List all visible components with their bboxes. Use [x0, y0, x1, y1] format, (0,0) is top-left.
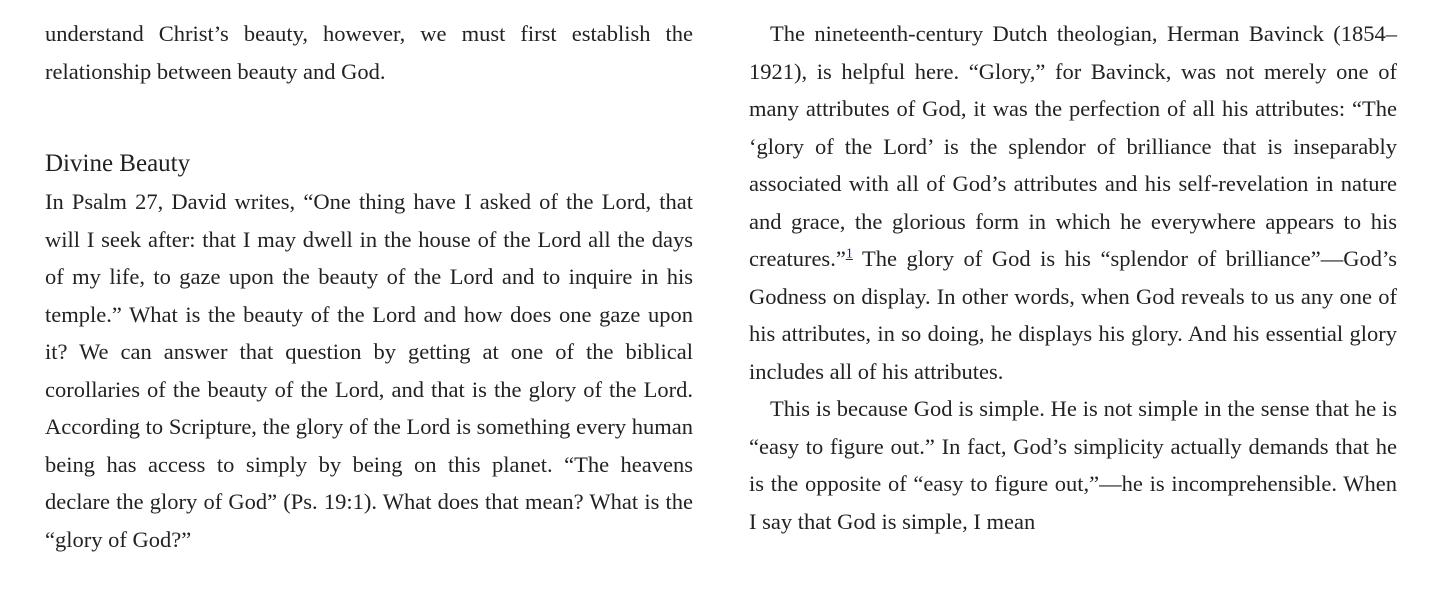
bavinck-paragraph [749, 15, 1397, 390]
bavinck-paragraph-part-2: The glory of God is his “splendor of brilliance”—God’s Godness on display. In other words, when God reveals to us any one of his attributes, in so doing, he displays his glory. And his essential glory includes all of his attributes. [749, 246, 1397, 384]
intro-paragraph: understand Christ’s beauty, however, we must first establish the relationship between beauty and God. [45, 21, 693, 84]
footnote-link[interactable]: 1 [845, 246, 853, 262]
bavinck-paragraph-part-1: The nineteenth-century Dutch theologian, Herman Bavinck (1854–1921), is helpful here. “Glory,” for Bavinck, was not merely one of many attributes of God, it was the perfection of all his attributes: “The ‘glory of the Lord’ is the splendor of brilliance that is inseparably associated with all of God’s attributes and his self-revelation in nature and grace, the glorious form in which he everywhere appears to his creatures.” [749, 21, 1397, 271]
body-paragraph: In Psalm 27, David writes, “One thing have I asked of the Lord, that will I seek after: that I may dwell in the house of the Lord all the days of my life, to gaze upon the beauty of the Lord and to inquire in his temple.” What is the beauty of the Lord and how does one gaze upon it? We can answer that question by getting at one of the biblical corollaries of the beauty of the Lord, and that is the glory of the Lord. According to Scripture, the glory of the Lord is something every human being has access to simply by being on this planet. “The heavens declare the glory of God” (Ps. 19:1). What does that mean? What is the “glory of God?” [45, 189, 693, 552]
section-heading: Divine Beauty [45, 150, 191, 177]
right-column [749, 15, 1397, 540]
left-column [45, 15, 693, 558]
simplicity-paragraph: This is because God is simple. He is not simple in the sense that he is “easy to figure out.” In fact, God’s simplicity actually demands that he is the opposite of “easy to figure out,”—he is incomprehensible. When I say that God is simple, I mean [749, 396, 1397, 534]
